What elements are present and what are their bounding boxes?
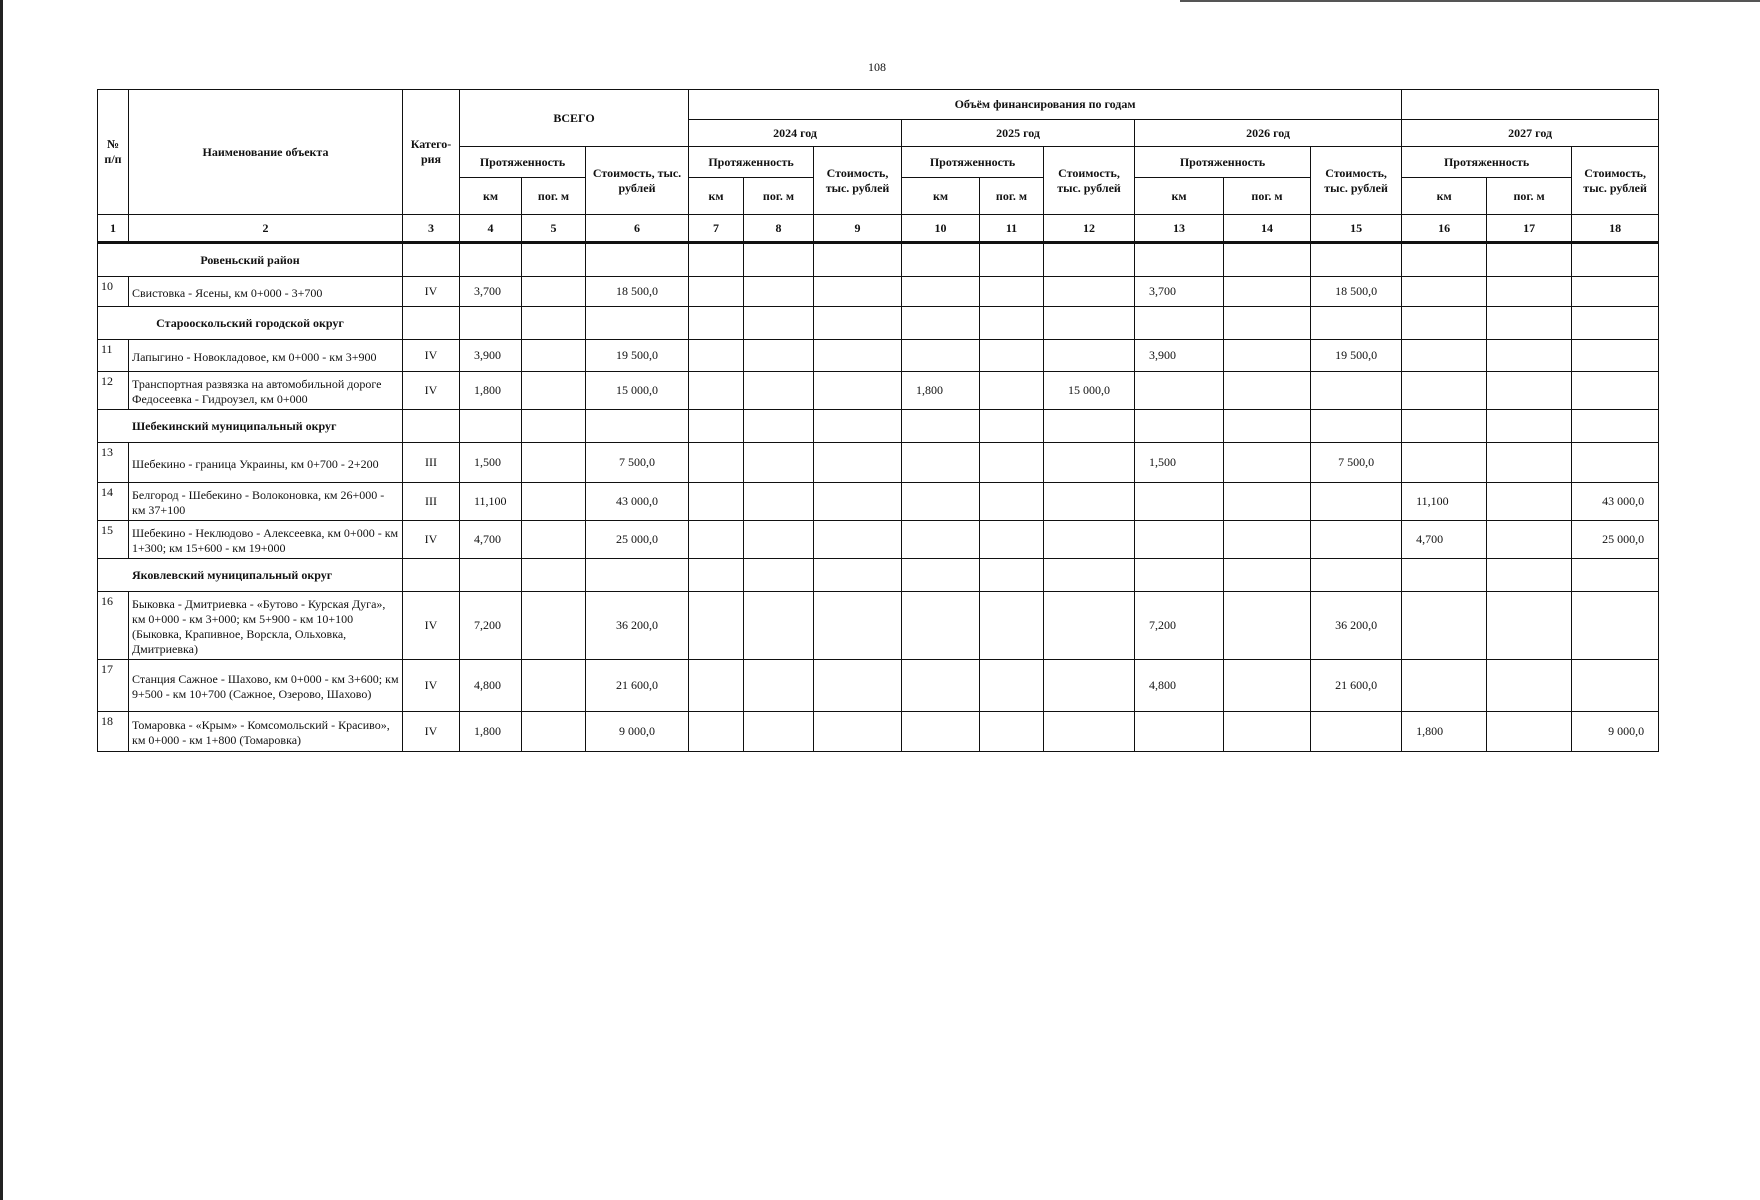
total-pogm-cell — [522, 660, 586, 712]
section-title: Ровеньский район — [98, 243, 403, 277]
2025-cost-cell — [1044, 443, 1135, 483]
2024-cost-cell — [814, 592, 902, 660]
2026-cost-cell: 36 200,0 — [1311, 592, 1402, 660]
2026-pogm-cell — [1224, 521, 1311, 559]
section-row — [98, 410, 1659, 443]
2027-km-cell: 1,800 — [1402, 712, 1487, 752]
total-km-cell: 4,700 — [460, 521, 522, 559]
table-body — [98, 215, 1659, 752]
2026-cost-cell: 21 600,0 — [1311, 660, 1402, 712]
2024-cost-cell — [814, 483, 902, 521]
scan-edge-line — [0, 0, 3, 1200]
header-length-y2025: Протяженность — [902, 147, 1044, 178]
2025-pogm-cell — [980, 592, 1044, 660]
2024-cost-cell — [814, 660, 902, 712]
2024-km-cell — [689, 712, 744, 752]
category-cell: IV — [403, 372, 460, 410]
table-header — [98, 90, 1659, 215]
total-km-cell: 7,200 — [460, 592, 522, 660]
header-length-y2024: Протяженность — [689, 147, 814, 178]
2027-cost-cell: 43 000,0 — [1572, 483, 1659, 521]
empty-cell — [1487, 307, 1572, 340]
column-number: 16 — [1402, 215, 1487, 243]
object-name-cell: Шебекино - граница Украины, км 0+700 - 2+200 — [129, 443, 403, 483]
2024-pogm-cell — [744, 660, 814, 712]
empty-cell — [814, 243, 902, 277]
table-row — [98, 277, 1659, 307]
row-number-cell: 18 — [98, 712, 129, 752]
header-length-y2026: Протяженность — [1135, 147, 1311, 178]
table-row — [98, 372, 1659, 410]
row-number-cell: 15 — [98, 521, 129, 559]
header-year-2025: 2025 год — [902, 120, 1135, 147]
header-year-2027: 2027 год — [1402, 120, 1659, 147]
2025-cost-cell — [1044, 340, 1135, 372]
2024-cost-cell — [814, 277, 902, 307]
column-number: 10 — [902, 215, 980, 243]
category-cell: IV — [403, 277, 460, 307]
category-cell: IV — [403, 340, 460, 372]
total-km-cell: 1,800 — [460, 372, 522, 410]
total-km-cell: 1,500 — [460, 443, 522, 483]
2027-km-cell: 4,700 — [1402, 521, 1487, 559]
2026-cost-cell — [1311, 712, 1402, 752]
header-year-2026: 2026 год — [1135, 120, 1402, 147]
total-km-cell: 3,700 — [460, 277, 522, 307]
column-number: 18 — [1572, 215, 1659, 243]
2025-cost-cell — [1044, 483, 1135, 521]
2025-km-cell — [902, 340, 980, 372]
empty-cell — [460, 243, 522, 277]
total-cost-cell: 15 000,0 — [586, 372, 689, 410]
header-financing: Объём финансирования по годам — [689, 90, 1402, 120]
2026-pogm-cell — [1224, 712, 1311, 752]
2026-km-cell — [1135, 483, 1224, 521]
page-number: 108 — [868, 60, 886, 74]
2024-cost-cell — [814, 712, 902, 752]
empty-cell — [902, 243, 980, 277]
2027-cost-cell: 25 000,0 — [1572, 521, 1659, 559]
empty-cell — [522, 410, 586, 443]
empty-cell — [1487, 243, 1572, 277]
2027-pogm-cell — [1487, 483, 1572, 521]
header-km-y2025: км — [902, 178, 980, 215]
2027-pogm-cell — [1487, 443, 1572, 483]
empty-cell — [1135, 410, 1224, 443]
row-number-cell: 16 — [98, 592, 129, 660]
empty-cell — [814, 307, 902, 340]
empty-cell — [1224, 410, 1311, 443]
2026-pogm-cell — [1224, 277, 1311, 307]
header-length-total: Протяженность — [460, 147, 586, 178]
row-number-cell: 10 — [98, 277, 129, 307]
2027-cost-cell — [1572, 277, 1659, 307]
total-cost-cell: 36 200,0 — [586, 592, 689, 660]
category-cell: IV — [403, 660, 460, 712]
header-year-2024: 2024 год — [689, 120, 902, 147]
2026-pogm-cell — [1224, 592, 1311, 660]
2025-cost-cell — [1044, 521, 1135, 559]
total-cost-cell: 18 500,0 — [586, 277, 689, 307]
empty-cell — [1044, 243, 1135, 277]
empty-cell — [1572, 243, 1659, 277]
header-km-y2026: км — [1135, 178, 1224, 215]
empty-cell — [980, 410, 1044, 443]
column-number: 9 — [814, 215, 902, 243]
2024-pogm-cell — [744, 340, 814, 372]
empty-cell — [1311, 559, 1402, 592]
2024-cost-cell — [814, 340, 902, 372]
empty-cell — [460, 559, 522, 592]
2025-pogm-cell — [980, 372, 1044, 410]
empty-cell — [1487, 410, 1572, 443]
2026-km-cell — [1135, 712, 1224, 752]
object-name-cell: Лапыгино - Новокладовое, км 0+000 - км 3+900 — [129, 340, 403, 372]
header-length-y2027: Протяженность — [1402, 147, 1572, 178]
total-pogm-cell — [522, 521, 586, 559]
2027-pogm-cell — [1487, 521, 1572, 559]
total-km-cell: 1,800 — [460, 712, 522, 752]
empty-cell — [522, 559, 586, 592]
2026-km-cell: 7,200 — [1135, 592, 1224, 660]
empty-cell — [1224, 307, 1311, 340]
header-pogm-y2026: пог. м — [1224, 178, 1311, 215]
table-row — [98, 521, 1659, 559]
2025-pogm-cell — [980, 712, 1044, 752]
empty-cell — [814, 559, 902, 592]
total-cost-cell: 19 500,0 — [586, 340, 689, 372]
2026-pogm-cell — [1224, 660, 1311, 712]
column-number: 8 — [744, 215, 814, 243]
header-blank — [1402, 90, 1659, 120]
2027-km-cell — [1402, 660, 1487, 712]
section-title: Шебекинский муниципальный округ — [98, 410, 403, 443]
column-number: 2 — [129, 215, 403, 243]
2026-km-cell: 3,700 — [1135, 277, 1224, 307]
2025-km-cell — [902, 660, 980, 712]
2027-cost-cell — [1572, 660, 1659, 712]
column-number: 7 — [689, 215, 744, 243]
2026-km-cell — [1135, 521, 1224, 559]
empty-cell — [522, 307, 586, 340]
empty-cell — [1402, 307, 1487, 340]
empty-cell — [744, 410, 814, 443]
empty-cell — [980, 243, 1044, 277]
empty-cell — [689, 410, 744, 443]
2025-pogm-cell — [980, 443, 1044, 483]
2025-cost-cell — [1044, 660, 1135, 712]
header-km-total: км — [460, 178, 522, 215]
header-pogm-y2025: пог. м — [980, 178, 1044, 215]
2025-pogm-cell — [980, 340, 1044, 372]
total-km-cell: 11,100 — [460, 483, 522, 521]
table-row — [98, 340, 1659, 372]
empty-cell — [1044, 307, 1135, 340]
total-cost-cell: 43 000,0 — [586, 483, 689, 521]
2025-cost-cell: 15 000,0 — [1044, 372, 1135, 410]
header-pogm-y2027: пог. м — [1487, 178, 1572, 215]
row-number-cell: 12 — [98, 372, 129, 410]
column-number: 6 — [586, 215, 689, 243]
empty-cell — [689, 559, 744, 592]
2025-km-cell — [902, 483, 980, 521]
2024-pogm-cell — [744, 592, 814, 660]
section-title: Старооскольский городской округ — [98, 307, 403, 340]
2027-km-cell — [1402, 372, 1487, 410]
2024-pogm-cell — [744, 443, 814, 483]
2025-cost-cell — [1044, 712, 1135, 752]
2026-cost-cell — [1311, 483, 1402, 521]
table-row — [98, 712, 1659, 752]
2025-km-cell: 1,800 — [902, 372, 980, 410]
2025-km-cell — [902, 712, 980, 752]
2025-km-cell — [902, 277, 980, 307]
empty-cell — [403, 243, 460, 277]
empty-cell — [980, 559, 1044, 592]
object-name-cell: Томаровка - «Крым» - Комсомольский - Красиво», км 0+000 - км 1+800 (Томаровка) — [129, 712, 403, 752]
2024-km-cell — [689, 277, 744, 307]
column-number: 5 — [522, 215, 586, 243]
column-number: 3 — [403, 215, 460, 243]
category-cell: III — [403, 443, 460, 483]
2027-pogm-cell — [1487, 660, 1572, 712]
empty-cell — [1572, 559, 1659, 592]
empty-cell — [586, 243, 689, 277]
2026-pogm-cell — [1224, 443, 1311, 483]
column-number: 14 — [1224, 215, 1311, 243]
empty-cell — [814, 410, 902, 443]
empty-cell — [980, 307, 1044, 340]
2026-pogm-cell — [1224, 483, 1311, 521]
2027-pogm-cell — [1487, 712, 1572, 752]
total-pogm-cell — [522, 712, 586, 752]
empty-cell — [744, 243, 814, 277]
2024-km-cell — [689, 372, 744, 410]
empty-cell — [1224, 559, 1311, 592]
2026-km-cell — [1135, 372, 1224, 410]
2025-pogm-cell — [980, 521, 1044, 559]
empty-cell — [403, 307, 460, 340]
2027-km-cell: 11,100 — [1402, 483, 1487, 521]
object-name-cell: Транспортная развязка на автомобильной дороге Федосеевка - Гидроузел, км 0+000 — [129, 372, 403, 410]
2026-cost-cell: 19 500,0 — [1311, 340, 1402, 372]
section-row — [98, 559, 1659, 592]
2027-cost-cell: 9 000,0 — [1572, 712, 1659, 752]
header-no: № п/п — [98, 90, 129, 215]
2027-km-cell — [1402, 340, 1487, 372]
empty-cell — [902, 559, 980, 592]
column-number: 12 — [1044, 215, 1135, 243]
2024-km-cell — [689, 443, 744, 483]
2026-km-cell: 3,900 — [1135, 340, 1224, 372]
2027-km-cell — [1402, 443, 1487, 483]
2024-pogm-cell — [744, 483, 814, 521]
2026-pogm-cell — [1224, 340, 1311, 372]
empty-cell — [403, 410, 460, 443]
2027-cost-cell — [1572, 592, 1659, 660]
2024-km-cell — [689, 592, 744, 660]
2027-cost-cell — [1572, 340, 1659, 372]
2027-km-cell — [1402, 277, 1487, 307]
total-pogm-cell — [522, 592, 586, 660]
header-km-y2027: км — [1402, 178, 1487, 215]
column-number: 15 — [1311, 215, 1402, 243]
empty-cell — [1311, 410, 1402, 443]
header-pogm-y2024: пог. м — [744, 178, 814, 215]
column-numbers-row — [98, 215, 1659, 243]
object-name-cell: Станция Сажное - Шахово, км 0+000 - км 3+600; км 9+500 - км 10+700 (Сажное, Озерово, Шахово) — [129, 660, 403, 712]
table-row — [98, 592, 1659, 660]
empty-cell — [586, 559, 689, 592]
empty-cell — [1044, 410, 1135, 443]
column-number: 17 — [1487, 215, 1572, 243]
empty-cell — [1135, 243, 1224, 277]
2025-cost-cell — [1044, 592, 1135, 660]
header-total: ВСЕГО — [460, 90, 689, 147]
financing-table — [97, 89, 1659, 752]
2026-km-cell: 4,800 — [1135, 660, 1224, 712]
2027-cost-cell — [1572, 372, 1659, 410]
object-name-cell: Шебекино - Неклюдово - Алексеевка, км 0+000 - км 1+300; км 15+600 - км 19+000 — [129, 521, 403, 559]
total-pogm-cell — [522, 372, 586, 410]
section-title: Яковлевский муниципальный округ — [98, 559, 403, 592]
scan-top-line — [1180, 0, 1760, 2]
empty-cell — [586, 307, 689, 340]
empty-cell — [1311, 243, 1402, 277]
total-pogm-cell — [522, 443, 586, 483]
2025-pogm-cell — [980, 483, 1044, 521]
header-cost-y2024: Стоимость, тыс. рублей — [814, 147, 902, 215]
empty-cell — [1135, 559, 1224, 592]
2027-pogm-cell — [1487, 340, 1572, 372]
empty-cell — [460, 410, 522, 443]
2025-km-cell — [902, 592, 980, 660]
empty-cell — [1572, 410, 1659, 443]
object-name-cell: Белгород - Шебекино - Волоконовка, км 26+000 - км 37+100 — [129, 483, 403, 521]
empty-cell — [403, 559, 460, 592]
2024-pogm-cell — [744, 277, 814, 307]
total-cost-cell: 25 000,0 — [586, 521, 689, 559]
2026-cost-cell — [1311, 521, 1402, 559]
category-cell: IV — [403, 592, 460, 660]
header-category: Катего-рия — [403, 90, 460, 215]
empty-cell — [1044, 559, 1135, 592]
empty-cell — [1311, 307, 1402, 340]
empty-cell — [1135, 307, 1224, 340]
2027-cost-cell — [1572, 443, 1659, 483]
2024-km-cell — [689, 521, 744, 559]
2027-pogm-cell — [1487, 277, 1572, 307]
empty-cell — [522, 243, 586, 277]
header-cost-y2027: Стоимость, тыс. рублей — [1572, 147, 1659, 215]
column-number: 4 — [460, 215, 522, 243]
total-pogm-cell — [522, 277, 586, 307]
2026-cost-cell — [1311, 372, 1402, 410]
2024-km-cell — [689, 340, 744, 372]
object-name-cell: Свистовка - Ясены, км 0+000 - 3+700 — [129, 277, 403, 307]
2027-km-cell — [1402, 592, 1487, 660]
2025-cost-cell — [1044, 277, 1135, 307]
table-row — [98, 483, 1659, 521]
empty-cell — [689, 243, 744, 277]
header-name: Наименование объекта — [129, 90, 403, 215]
category-cell: IV — [403, 712, 460, 752]
empty-cell — [460, 307, 522, 340]
total-pogm-cell — [522, 483, 586, 521]
column-number: 1 — [98, 215, 129, 243]
2024-km-cell — [689, 483, 744, 521]
empty-cell — [902, 410, 980, 443]
empty-cell — [744, 559, 814, 592]
header-cost-total: Стоимость, тыс. рублей — [586, 147, 689, 215]
2024-pogm-cell — [744, 521, 814, 559]
2025-km-cell — [902, 443, 980, 483]
column-number: 13 — [1135, 215, 1224, 243]
total-km-cell: 3,900 — [460, 340, 522, 372]
row-number-cell: 17 — [98, 660, 129, 712]
2024-cost-cell — [814, 372, 902, 410]
2026-cost-cell: 7 500,0 — [1311, 443, 1402, 483]
2024-cost-cell — [814, 443, 902, 483]
total-cost-cell: 7 500,0 — [586, 443, 689, 483]
2026-pogm-cell — [1224, 372, 1311, 410]
empty-cell — [744, 307, 814, 340]
empty-cell — [1572, 307, 1659, 340]
object-name-cell: Быковка - Дмитриевка - «Бутово - Курская Дуга», км 0+000 - км 3+000; км 5+900 - км 10+100 (Быковка, Крапивное, Ворскла, Ольховка, Дмитриевка) — [129, 592, 403, 660]
2025-pogm-cell — [980, 660, 1044, 712]
total-km-cell: 4,800 — [460, 660, 522, 712]
2025-pogm-cell — [980, 277, 1044, 307]
header-cost-y2026: Стоимость, тыс. рублей — [1311, 147, 1402, 215]
section-row — [98, 243, 1659, 277]
2026-km-cell: 1,500 — [1135, 443, 1224, 483]
row-number-cell: 11 — [98, 340, 129, 372]
2024-pogm-cell — [744, 712, 814, 752]
empty-cell — [1224, 243, 1311, 277]
2024-cost-cell — [814, 521, 902, 559]
column-number: 11 — [980, 215, 1044, 243]
empty-cell — [1487, 559, 1572, 592]
category-cell: III — [403, 483, 460, 521]
2025-km-cell — [902, 521, 980, 559]
table-row — [98, 443, 1659, 483]
2027-pogm-cell — [1487, 372, 1572, 410]
total-cost-cell: 9 000,0 — [586, 712, 689, 752]
2027-pogm-cell — [1487, 592, 1572, 660]
empty-cell — [902, 307, 980, 340]
empty-cell — [586, 410, 689, 443]
empty-cell — [1402, 559, 1487, 592]
row-number-cell: 13 — [98, 443, 129, 483]
section-row — [98, 307, 1659, 340]
table-row — [98, 660, 1659, 712]
2026-cost-cell: 18 500,0 — [1311, 277, 1402, 307]
total-cost-cell: 21 600,0 — [586, 660, 689, 712]
total-pogm-cell — [522, 340, 586, 372]
2024-pogm-cell — [744, 372, 814, 410]
header-cost-y2025: Стоимость, тыс. рублей — [1044, 147, 1135, 215]
empty-cell — [689, 307, 744, 340]
header-km-y2024: км — [689, 178, 744, 215]
header-pogm-total: пог. м — [522, 178, 586, 215]
2024-km-cell — [689, 660, 744, 712]
row-number-cell: 14 — [98, 483, 129, 521]
empty-cell — [1402, 243, 1487, 277]
category-cell: IV — [403, 521, 460, 559]
empty-cell — [1402, 410, 1487, 443]
